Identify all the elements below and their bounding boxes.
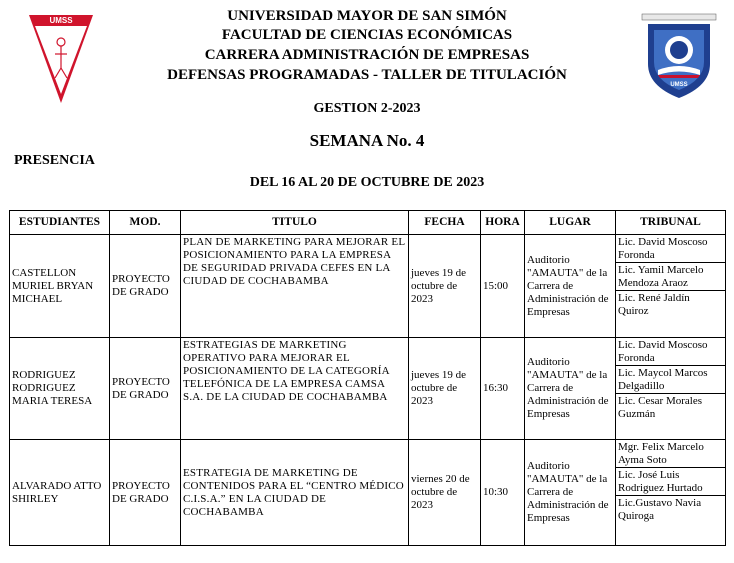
place-cell: Auditorio "AMAUTA" de la Carrera de Administración de Empresas [525,440,616,546]
title-cell: ESTRATEGIA DE MARKETING DE CONTENIDOS PARA EL “CENTRO MÉDICO C.I.S.A.” EN LA CIUDAD DE COCHABAMBA [181,440,409,546]
tribunal-member: Lic. José Luis Rodriguez Hurtado [616,468,725,496]
date-cell: jueves 19 de octubre de 2023 [409,235,481,338]
student-cell: CASTELLON MURIEL BRYAN MICHAEL [10,235,110,338]
time-cell: 16:30 [481,338,525,440]
column-header: MOD. [110,211,181,235]
date-range-label: DEL 16 AL 20 DE OCTUBRE DE 2023 [249,175,485,190]
student-cell: RODRIGUEZ RODRIGUEZ MARIA TERESA [10,338,110,440]
column-header: TRIBUNAL [616,211,726,235]
tribunal-member: Lic. David Moscoso Foronda [616,338,725,366]
tribunal-member: Lic. Cesar Morales Guzmán [618,395,702,420]
university-title: UNIVERSIDAD MAYOR DE SAN SIMÓN [227,8,507,24]
column-header: TITULO [181,211,409,235]
column-header: FECHA [409,211,481,235]
title-cell: PLAN DE MARKETING PARA MEJORAR EL POSICIONAMIENTO PARA LA EMPRESA DE SEGURIDAD PRIVADA CEFES EN LA CIUDAD DE COCHABAMBA [181,235,409,338]
date-cell: jueves 19 de octubre de 2023 [409,338,481,440]
emblem-logo-text: UMSS [670,82,688,88]
tribunal-member: Lic. David Moscoso Foronda [616,235,725,263]
column-header: HORA [481,211,525,235]
faculty-title: FACULTAD DE CIENCIAS ECONÓMICAS [221,27,513,43]
tribunal-cell [616,440,726,546]
umss-logo-text: UMSS [49,16,73,25]
tribunal-cell [616,235,726,338]
time-cell: 10:30 [481,440,525,546]
column-header: LUGAR [525,211,616,235]
tribunal-member: Lic.Gustavo Navia Quiroga [618,497,702,522]
tribunal-member: Lic. Maycol Marcos Delgadillo [616,366,725,394]
gestion-label: GESTION 2-2023 [313,101,421,116]
tribunal-member: Lic. René Jaldín Quiroz [618,292,690,317]
table-row [10,440,726,546]
tribunal-cell [616,338,726,440]
time-cell: 15:00 [481,235,525,338]
table-row [10,338,726,440]
modality-cell: PROYECTO DE GRADO [110,235,181,338]
week-label: SEMANA No. 4 [309,131,425,150]
defense-schedule-table [9,210,726,546]
career-title: CARRERA ADMINISTRACIÓN DE EMPRESAS [204,47,530,63]
tribunal-member: Mgr. Felix Marcelo Ayma Soto [616,440,725,468]
table-header-row [10,211,726,235]
program-title: DEFENSAS PROGRAMADAS - TALLER DE TITULACIÓN [167,67,567,83]
modality-label: PRESENCIA [14,153,95,168]
table-row [10,235,726,338]
title-cell: ESTRATEGIAS DE MARKETING OPERATIVO PARA MEJORAR EL POSICIONAMIENTO DE LA CATEGORÍA TELEFÓNICA DE LA EMPRESA CAMSA S.A. DE LA CIUDAD DE COCHABAMBA [181,338,409,440]
date-cell: viernes 20 de octubre de 2023 [409,440,481,546]
tribunal-member: Lic. Yamil Marcelo Mendoza Araoz [616,263,725,291]
modality-cell: PROYECTO DE GRADO [110,338,181,440]
place-cell: Auditorio "AMAUTA" de la Carrera de Administración de Empresas [525,235,616,338]
place-cell: Auditorio "AMAUTA" de la Carrera de Administración de Empresas [525,338,616,440]
column-header: ESTUDIANTES [10,211,110,235]
student-cell: ALVARADO ATTO SHIRLEY [10,440,110,546]
modality-cell: PROYECTO DE GRADO [110,440,181,546]
